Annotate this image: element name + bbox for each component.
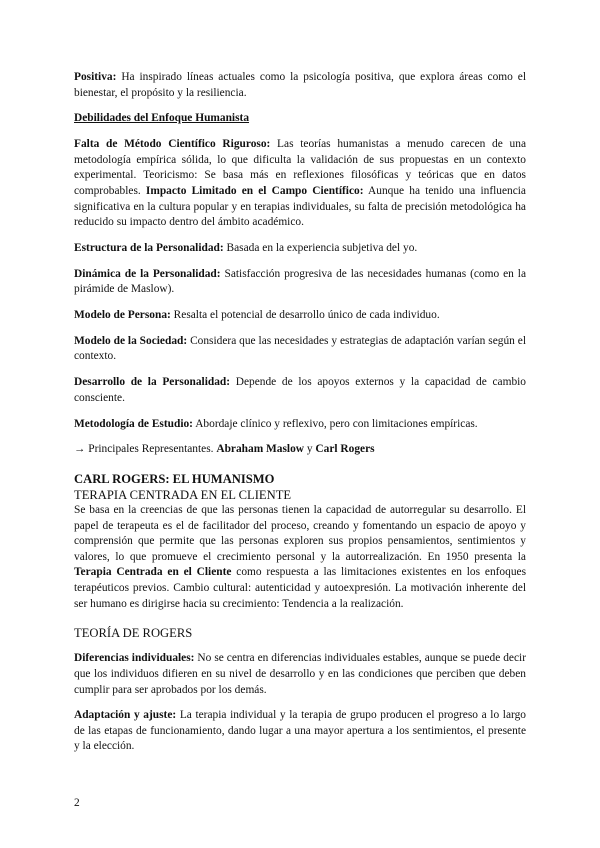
text-modelo-persona: Resalta el potencial de desarrollo único de cada individuo. (170, 309, 440, 322)
text-desarrollo: Depende de los apoyos externos y la capacidad de cambio consciente. (74, 376, 526, 404)
paragraph-adaptacion (74, 708, 526, 755)
paragraph-rogers-body (74, 503, 526, 612)
paragraph-estructura (74, 241, 526, 257)
paragraph-metodologia (74, 417, 526, 433)
paragraph-diferencias (74, 651, 526, 698)
text-representantes-mid: y (304, 443, 316, 456)
text-rogers-body-2: como respuesta a las limitaciones existentes en los enfoques terapéuticos previos. Cambio cultural: autenticidad y autoexpresión. La motivación inherente del ser humano es dirigirse hacia su crecimiento: Tendencia a la realización. (74, 566, 527, 610)
label-falta-metodo: Falta de Método Científico Riguroso: (74, 138, 271, 151)
heading-debilidades (74, 111, 526, 127)
paragraph-falta-metodo (74, 137, 526, 231)
text-representantes-prefix: → Principales Representantes. (74, 443, 217, 456)
page-number: 2 (74, 797, 80, 809)
name-maslow: Abraham Maslow (216, 443, 305, 456)
text-falta-metodo-1: Las teorías humanistas a menudo carecen de una metodología empírica sólida, lo que dificulta la validación de sus propuestas en un contexto experimental. Teoricismo: Se basa más en reflexiones filosóficas y teóricas que en datos comprobables. (74, 138, 526, 197)
label-desarrollo: Desarrollo de la Personalidad: (74, 376, 231, 389)
paragraph-positiva (74, 70, 526, 101)
paragraph-dinamica (74, 267, 526, 298)
label-diferencias: Diferencias individuales: (74, 652, 195, 665)
label-estructura: Estructura de la Personalidad: (74, 241, 224, 254)
text-modelo-sociedad: Considera que las necesidades y estrategias de adaptación varían según el contexto. (74, 334, 526, 363)
label-modelo-persona: Modelo de Persona: (74, 309, 171, 322)
text-adaptacion: La terapia individual y la terapia de grupo producen el progreso a lo largo de las etapas de funcionamiento, dando lugar a una mayor apertura a los sentimientos, el presente y la elección. (74, 709, 526, 753)
label-impacto-limitado: Impacto Limitado en el Campo Científico: (145, 184, 364, 197)
label-metodologia: Metodología de Estudio: (74, 417, 193, 430)
name-rogers: Carl Rogers (315, 443, 375, 456)
paragraph-representantes (74, 442, 526, 458)
label-adaptacion: Adaptación y ajuste: (74, 709, 177, 722)
paragraph-modelo-sociedad (74, 334, 526, 365)
text-rogers-body-1: Se basa en la creencias de que las personas tienen la capacidad de autorregular su desarrollo. El papel de terapeuta es el de facilitador del proceso, creando y fomentando un espacio de apoyo y comprensión que permite que las personas exploren sus propios pensamientos, sentimientos y valores, lo que promueve el crecimiento personal y la autorrealización. En 1950 presenta la (74, 503, 526, 563)
term-terapia-centrada: Terapia Centrada en el Cliente (74, 566, 232, 579)
text-estructura: Basada en la experiencia subjetiva del yo. (223, 241, 418, 254)
document-page (74, 70, 526, 755)
label-positiva: Positiva: (74, 71, 117, 83)
text-diferencias: No se centra en diferencias individuales estables, aunque se puede decir que los individuos difieren en su nivel de desarrollo y en las condiciones que perciben que deben cumplir para ser aprobados por los demás. (74, 652, 526, 696)
text-metodologia: Abordaje clínico y reflexivo, pero con limitaciones empíricas. (192, 417, 478, 430)
text-positiva: Ha inspirado líneas actuales como la psicología positiva, que explora áreas como el bienestar, el propósito y la resiliencia. (74, 71, 526, 99)
text-dinamica: Satisfacción progresiva de las necesidades humanas (como en la pirámide de Maslow). (74, 267, 527, 296)
heading-carl-rogers: CARL ROGERS: EL HUMANISMO (74, 471, 275, 486)
text-falta-metodo-2: Aunque ha tenido una influencia significativa en la cultura popular y en terapias individuales, su falta de precisión metodológica ha reducido su impacto dentro del ámbito académico. (74, 184, 526, 229)
subheading-terapia-centrada: TERAPIA CENTRADA EN EL CLIENTE (74, 487, 292, 502)
label-modelo-sociedad: Modelo de la Sociedad: (74, 334, 188, 347)
heading-teoria-rogers: TEORÍA DE ROGERS (74, 626, 193, 641)
paragraph-modelo-persona (74, 308, 526, 324)
label-dinamica: Dinámica de la Personalidad: (74, 267, 221, 280)
paragraph-desarrollo (74, 375, 526, 406)
heading-debilidades-text: Debilidades del Enfoque Humanista (74, 112, 250, 125)
